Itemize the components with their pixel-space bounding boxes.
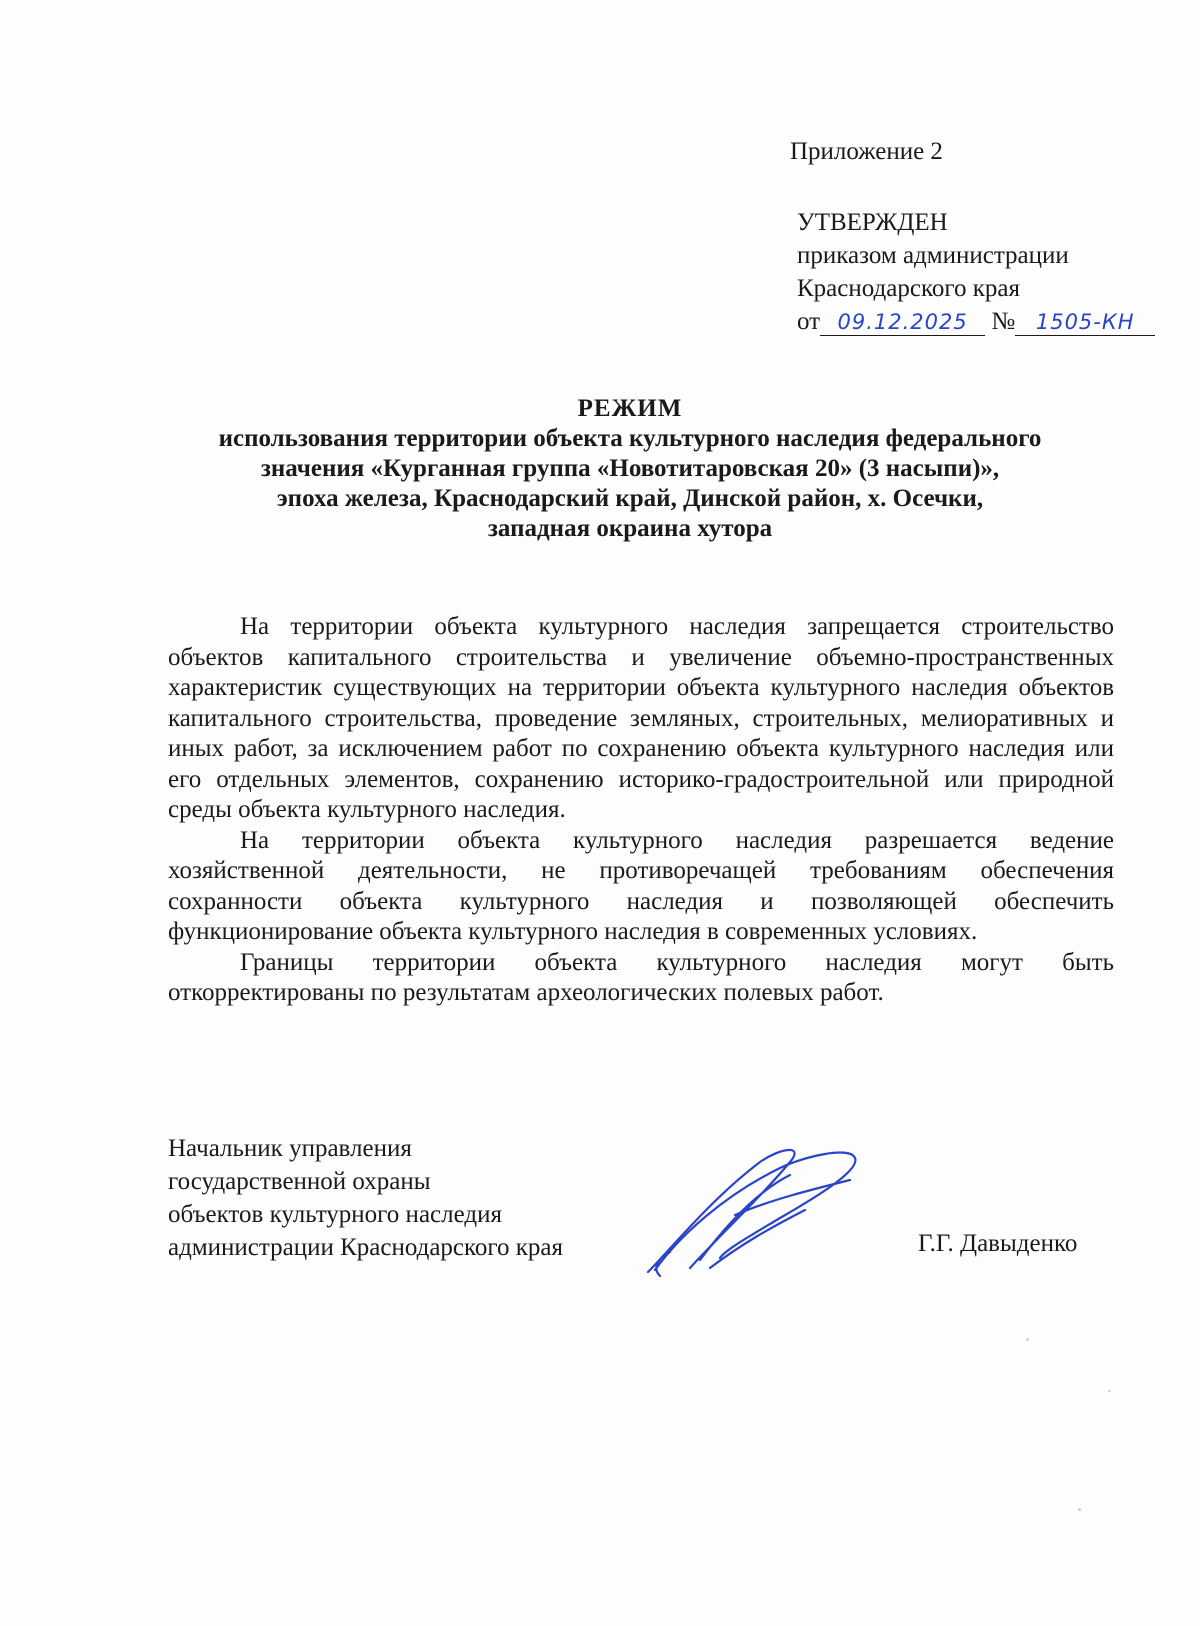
body-paragraph-1: На территории объекта культурного наследия запрещается строительство объектов капитального строительства и увеличение объемно-пространственных характеристик существующих на территории объекта культурного наследия объектов капитального строительства, проведение земляных, строительных, мелиоративных и иных работ, за исключением работ по сохранению объекта культурного наследия или его отдельных элементов, сохранению историко-градостроительной или природной среды объекта культурного наследия. bbox=[168, 613, 1114, 823]
handwritten-date: 09.12.2025 bbox=[820, 309, 985, 336]
position-line-2: государственной охраны bbox=[168, 1168, 431, 1195]
body-paragraph-3: Границы территории объекта культурного наследия могут быть откорректированы по результатам археологических полевых работ. bbox=[168, 948, 1114, 1006]
document-body bbox=[168, 612, 1114, 1009]
body-paragraph-2: На территории объекта культурного наследия разрешается ведение хозяйственной деятельности, не противоречащей требованиям обеспечения сохранности объекта культурного наследия и позволяющей обеспечить функционирование объекта культурного наследия в современных условиях. bbox=[168, 826, 1114, 945]
scan-speck bbox=[1078, 1508, 1081, 1511]
scan-speck bbox=[1026, 1338, 1029, 1341]
appendix-label: Приложение 2 bbox=[790, 138, 943, 165]
position-line-1: Начальник управления bbox=[168, 1135, 412, 1162]
title-line-3: эпоха железа, Краснодарский край, Динской район, х. Осечки, bbox=[276, 485, 984, 512]
title-line-1: использования территории объекта культурного наследия федерального bbox=[218, 425, 1042, 452]
approved-line-1: приказом администрации bbox=[797, 242, 1069, 269]
handwritten-number: 1505-КН bbox=[1015, 309, 1155, 336]
approved-title: УТВЕРЖДЕН bbox=[797, 209, 948, 236]
signatory-position bbox=[168, 1132, 563, 1264]
approval-block bbox=[797, 206, 1155, 338]
approved-line-2: Краснодарского края bbox=[797, 275, 1020, 302]
signer-name: Г.Г. Давыденко bbox=[918, 1230, 1078, 1257]
handwritten-signature bbox=[640, 1140, 880, 1280]
number-label: № bbox=[991, 308, 1016, 335]
title-line-4: западная окраина хутора bbox=[487, 515, 773, 542]
approval-date-number-line bbox=[797, 305, 1155, 338]
title-heading: РЕЖИМ bbox=[577, 395, 683, 422]
document-title bbox=[150, 394, 1110, 544]
from-label: от bbox=[797, 308, 821, 335]
scan-speck bbox=[1108, 1390, 1111, 1392]
title-line-2: значения «Курганная группа «Новотитаровская 20» (3 насыпи)», bbox=[260, 455, 1000, 482]
position-line-4: администрации Краснодарского края bbox=[168, 1234, 564, 1261]
position-line-3: объектов культурного наследия bbox=[168, 1201, 502, 1228]
